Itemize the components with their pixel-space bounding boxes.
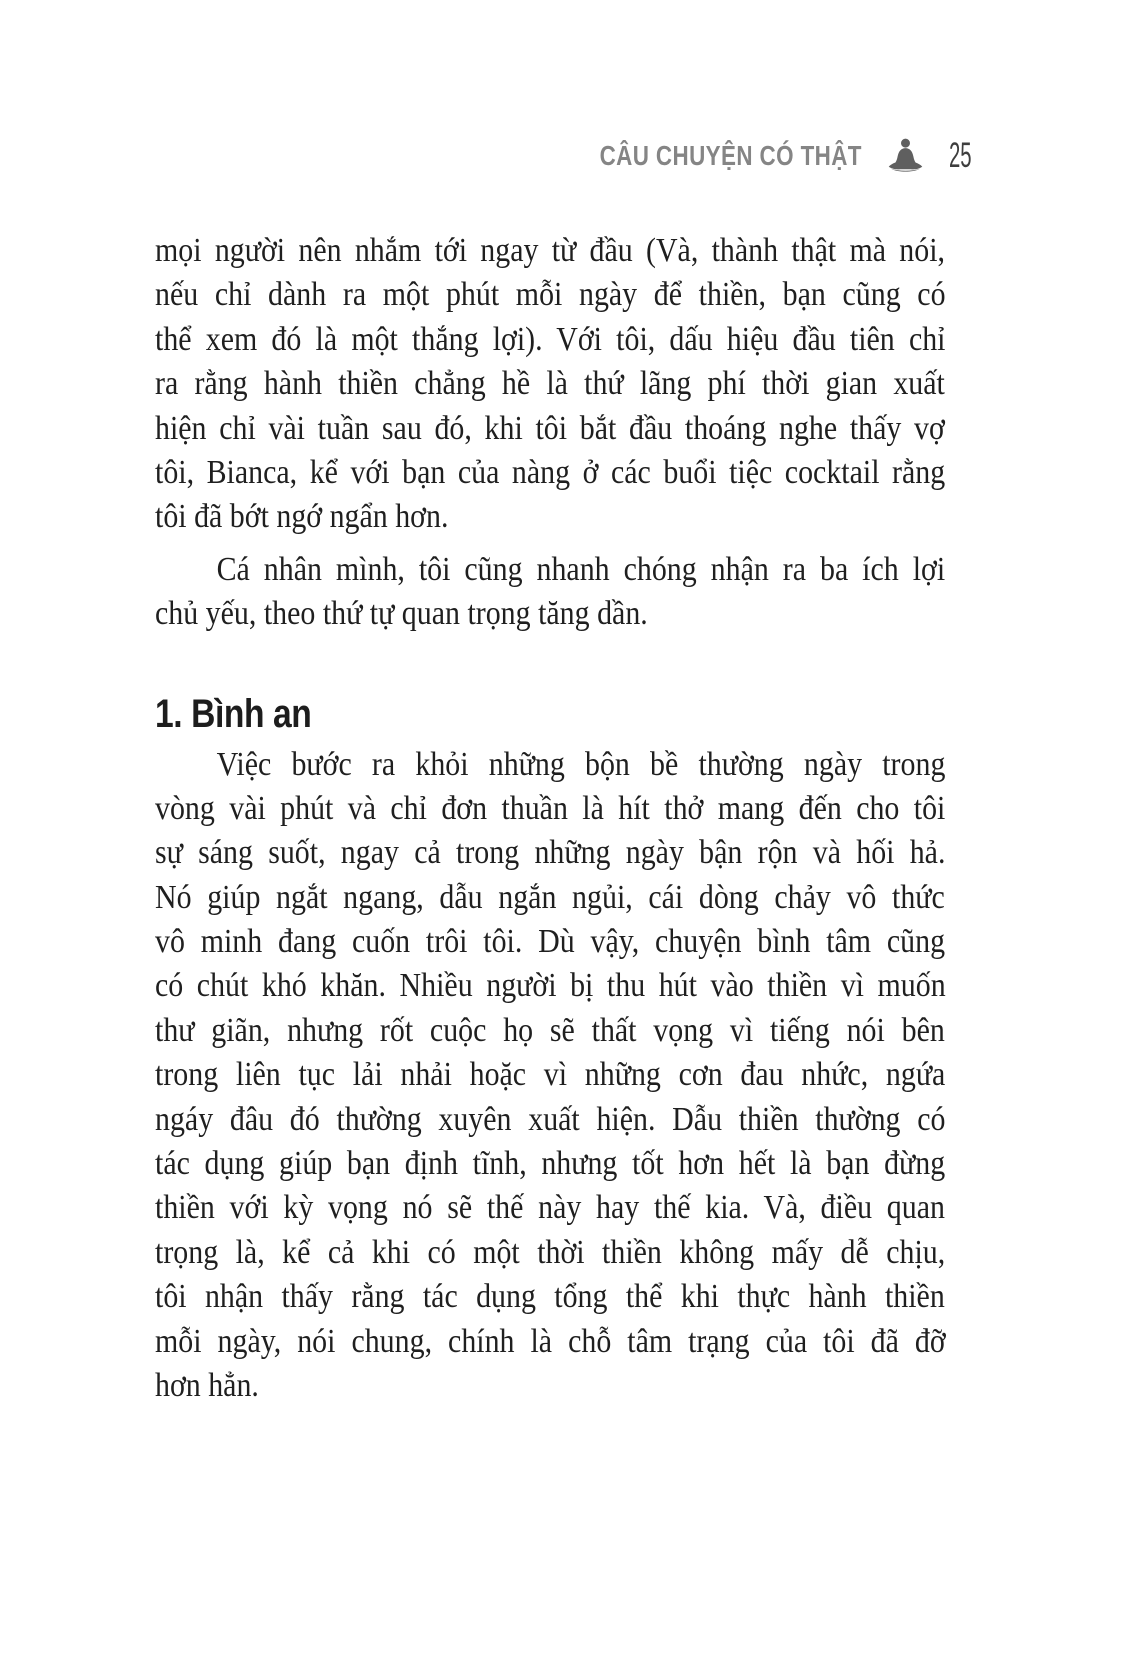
- text-line: trọng là, kể cả khi có một thời thiền không mấy dễ chịu,: [155, 1233, 946, 1271]
- text-line: trong liên tục lải nhải hoặc vì những cơn đau nhức, ngứa: [155, 1056, 946, 1094]
- text-line: tôi nhận thấy rằng tác dụng tổng thể khi thực hành thiền: [155, 1278, 945, 1316]
- text-line: Cá nhân mình, tôi cũng nhanh chóng nhận ra ba ích lợi: [216, 550, 946, 588]
- meditation-icon: [885, 136, 926, 176]
- text-line: chủ yếu, theo thứ tự quan trọng tăng dần.: [155, 595, 648, 633]
- text-line: vô minh đang cuốn trôi tôi. Dù vậy, chuyện bình tâm cũng: [155, 923, 946, 961]
- text-line: mọi người nên nhắm tới ngay từ đầu (Và, thành thật mà nói,: [155, 232, 946, 269]
- text-line: mỗi ngày, nói chung, chính là chỗ tâm trạng của tôi đã đỡ: [155, 1322, 946, 1360]
- text-line: thiền với kỳ vọng nó sẽ thế này hay thế kia. Và, điều quan: [155, 1189, 945, 1227]
- paragraph-3: [155, 743, 945, 1409]
- text-line: ngáy đâu đó thường xuyên xuất hiện. Dẫu thiền thường có: [155, 1100, 946, 1138]
- text-line: Việc bước ra khỏi những bộn bề thường ngày trong: [216, 745, 946, 783]
- text-line: hơn hẳn.: [155, 1366, 259, 1404]
- text-line: tôi, Bianca, kể với bạn của nàng ở các buổi tiệc cocktail rằng: [155, 453, 946, 491]
- text-line: thể xem đó là một thắng lợi). Với tôi, dấu hiệu đầu tiên chỉ: [155, 320, 946, 358]
- page-number: 25: [949, 136, 972, 175]
- text-line: tôi đã bớt ngớ ngẩn hơn.: [155, 498, 449, 536]
- section-heading: 1. Bình an: [155, 691, 312, 736]
- running-title: CÂU CHUYỆN CÓ THẬT: [599, 140, 863, 171]
- text-line: tác dụng giúp bạn định tĩnh, nhưng tốt hơn hết là bạn đừng: [155, 1145, 946, 1183]
- text-line: hiện chỉ vài tuần sau đó, khi tôi bắt đầu thoáng nghe thấy vợ: [155, 409, 945, 447]
- page-header: [534, 135, 988, 177]
- text-line: Nó giúp ngắt ngang, dẫu ngắn ngủi, cái dòng chảy vô thức: [155, 878, 945, 916]
- text-line: ra rằng hành thiền chẳng hề là thứ lãng phí thời gian xuất: [155, 365, 945, 403]
- text-line: vòng vài phút và chỉ đơn thuần là hít thở mang đến cho tôi: [155, 789, 946, 827]
- text-line: có chút khó khăn. Nhiều người bị thu hút vào thiền vì muốn: [155, 967, 946, 1005]
- page-content: [155, 229, 945, 1408]
- text-line: thư giãn, nhưng rốt cuộc họ sẽ thất vọng vì tiếng nói bên: [155, 1011, 945, 1049]
- paragraph-1: [155, 229, 945, 540]
- paragraph-2: [155, 548, 945, 637]
- text-line: sự sáng suốt, ngay cả trong những ngày bận rộn và hối hả.: [155, 834, 946, 872]
- text-line: nếu chỉ dành ra một phút mỗi ngày để thiền, bạn cũng có: [155, 276, 946, 314]
